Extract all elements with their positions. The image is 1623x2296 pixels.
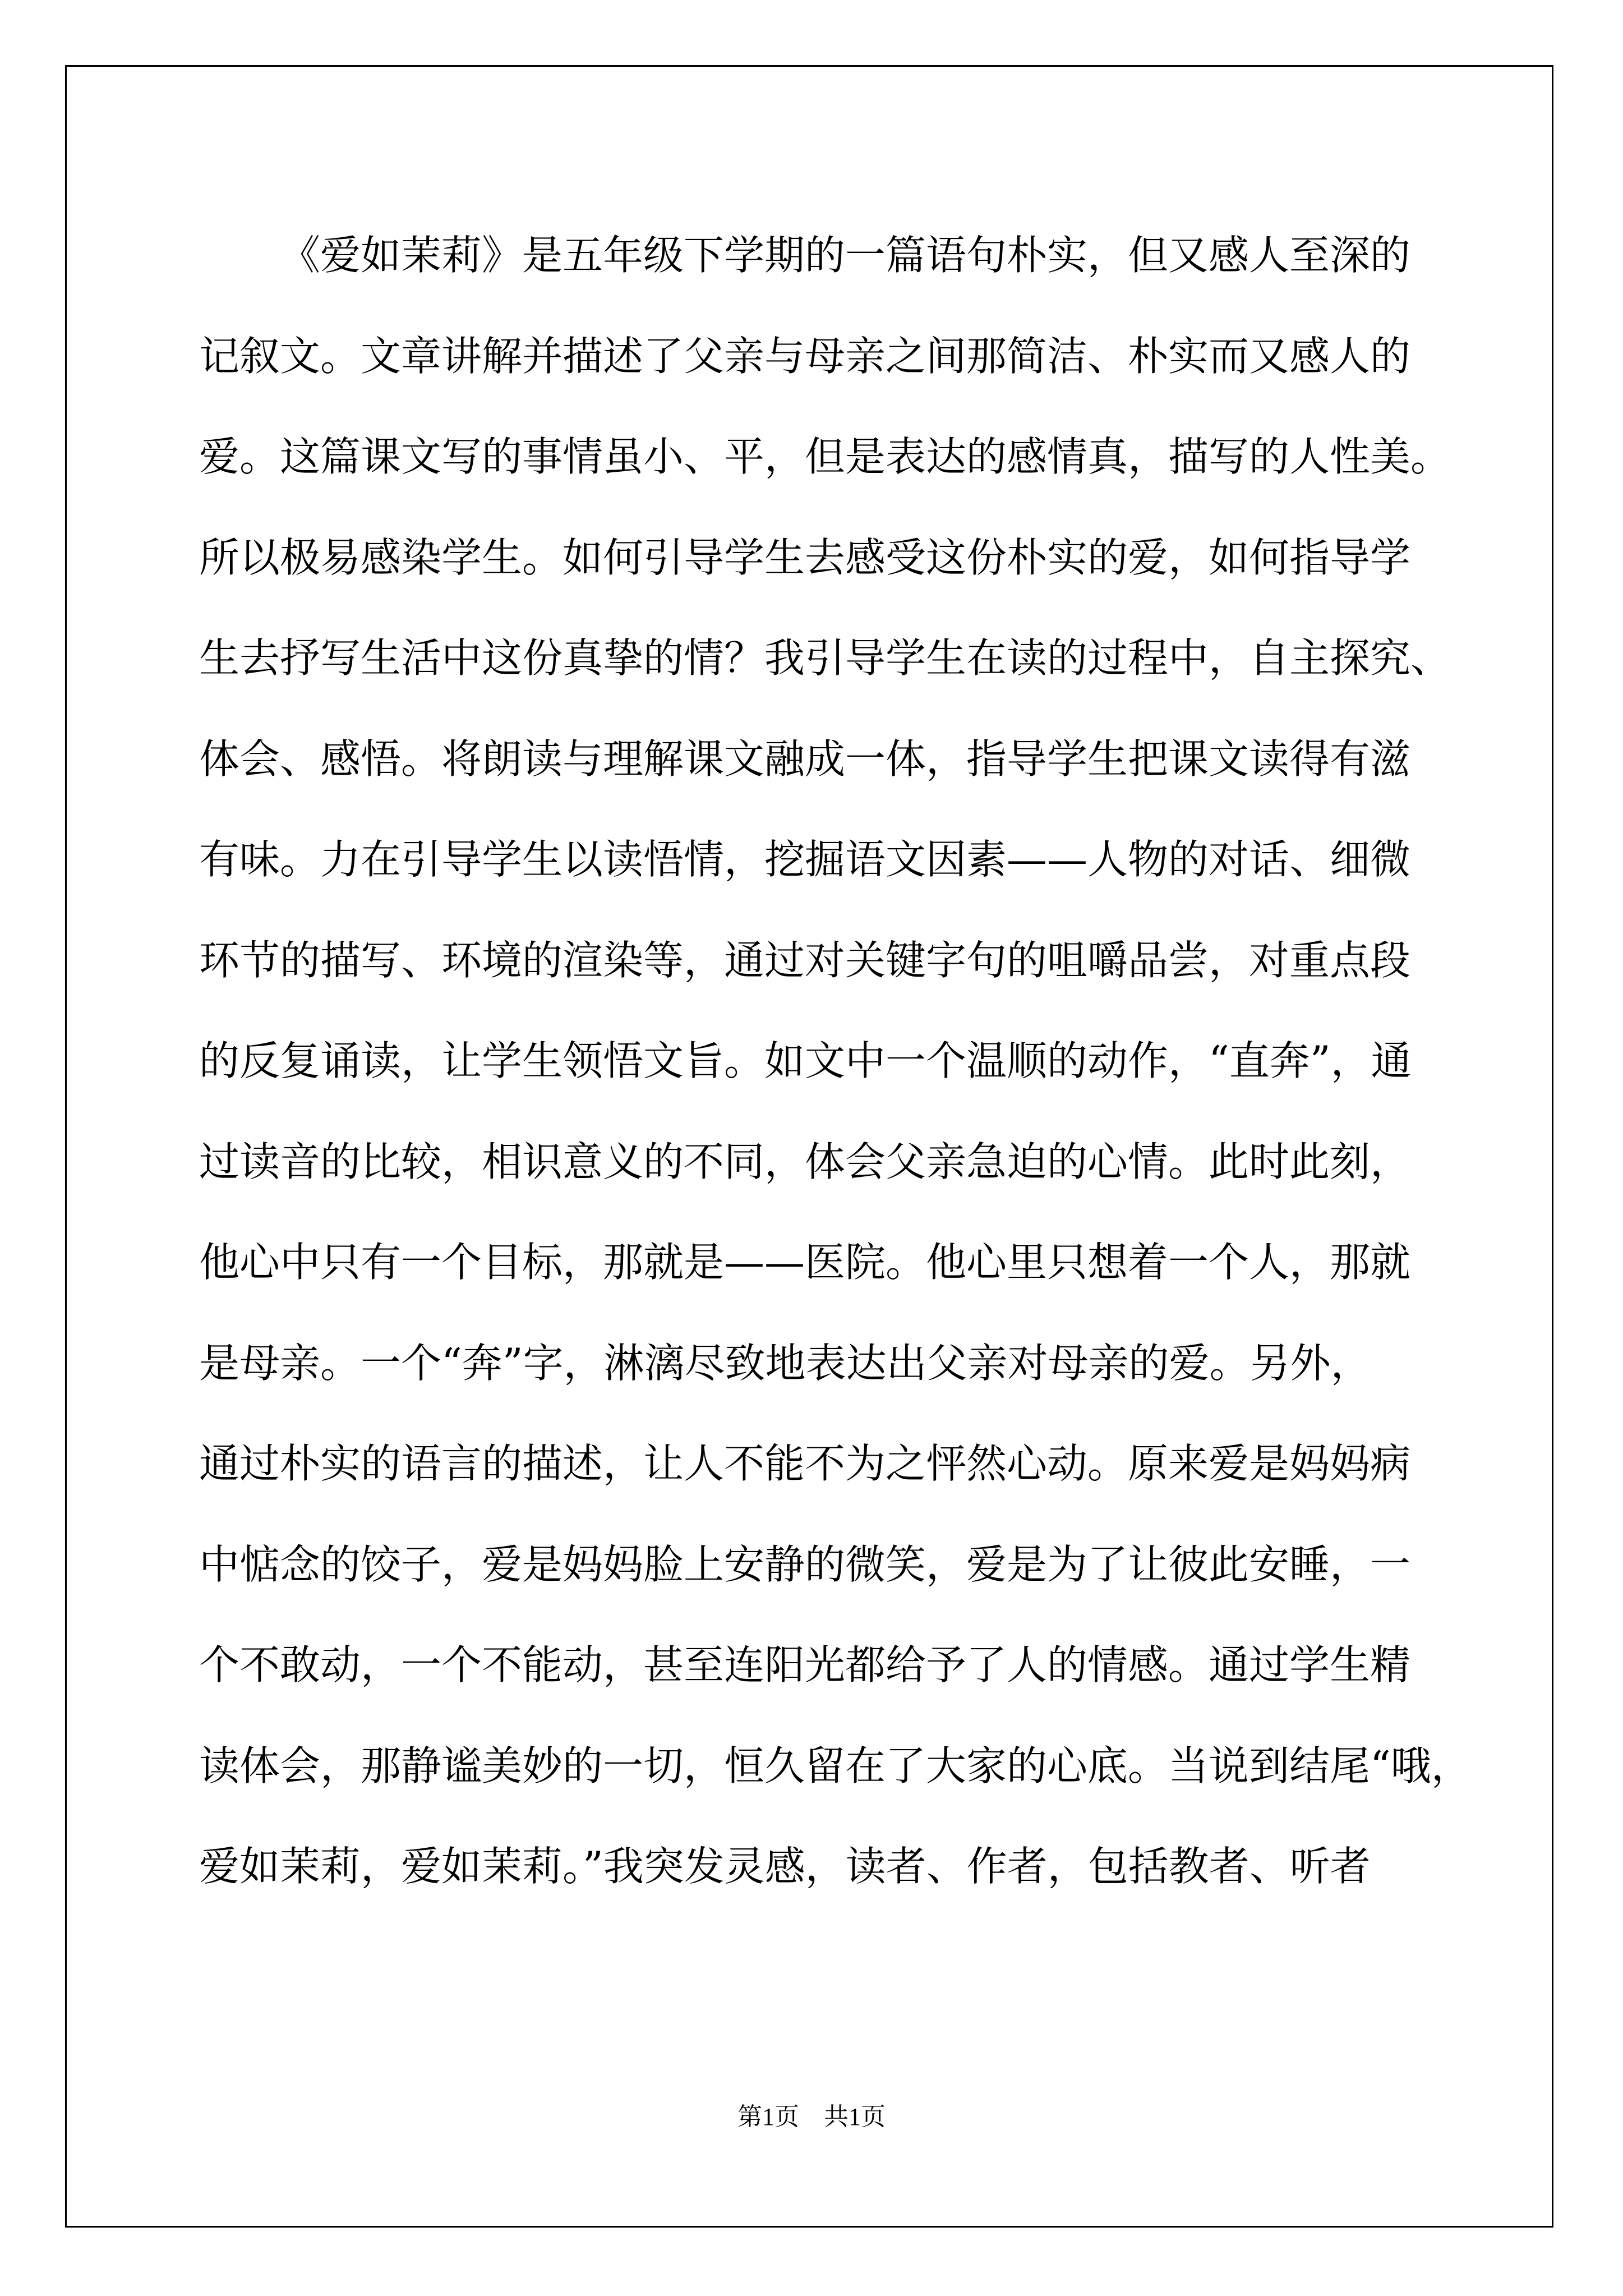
- text-line: 中惦念的饺子，爱是妈妈脸上安静的微笑，爱是为了让彼此安睡，一: [199, 1540, 1411, 1588]
- body-text: [199, 205, 1472, 1917]
- text-line: 读体会，那静谧美妙的一切，恒久留在了大家的心底。当说到结尾“哦，: [199, 1742, 1472, 1789]
- text-line: 的反复诵读，让学生领悟文旨。如文中一个温顺的动作，“直奔”，通: [199, 1037, 1412, 1084]
- text-line: 爱如茉莉，爱如茉莉。”我突发灵感，读者、作者，包括教者、听者: [199, 1843, 1371, 1890]
- text-line: 个不敢动，一个不能动，甚至连阳光都给予了人的情感。通过学生精: [199, 1641, 1411, 1688]
- text-line: 记叙文。文章讲解并描述了父亲与母亲之间那简洁、朴实而又感人的: [199, 332, 1411, 380]
- page-total: 共1页: [824, 2103, 886, 2131]
- text-line: 是母亲。一个“奔”字，淋漓尽致地表达出父亲对母亲的爱。另外，: [199, 1339, 1371, 1387]
- text-line: 《爱如茉莉》是五年级下学期的一篇语句朴实，但又感人至深的: [280, 232, 1411, 279]
- text-line: 生去抒写生活中这份真挚的情？我引导学生在读的过程中，自主探究、: [199, 634, 1451, 682]
- text-line: 所以极易感染学生。如何引导学生去感受这份朴实的爱，如何指导学: [199, 533, 1411, 581]
- page-number: 第1页: [737, 2103, 799, 2131]
- text-line: 体会、感悟。将朗读与理解课文融成一体，指导学生把课文读得有滋: [199, 735, 1411, 783]
- text-line: 爱。这篇课文写的事情虽小、平，但是表达的感情真，描写的人性美。: [199, 433, 1451, 480]
- text-line: 环节的描写、环境的渲染等，通过对关键字句的咀嚼品尝，对重点段: [199, 936, 1411, 984]
- text-line: 有味。力在引导学生以读悟情，挖掘语文因素——人物的对话、细微: [199, 836, 1411, 883]
- text-line: 通过朴实的语言的描述，让人不能不为之怦然心动。原来爱是妈妈病: [199, 1440, 1411, 1487]
- text-line: 过读音的比较，相识意义的不同，体会父亲急迫的心情。此时此刻，: [199, 1138, 1411, 1185]
- page-footer: [0, 2100, 1623, 2134]
- text-line: 他心中只有一个目标，那就是——医院。他心里只想着一个人，那就: [199, 1239, 1411, 1286]
